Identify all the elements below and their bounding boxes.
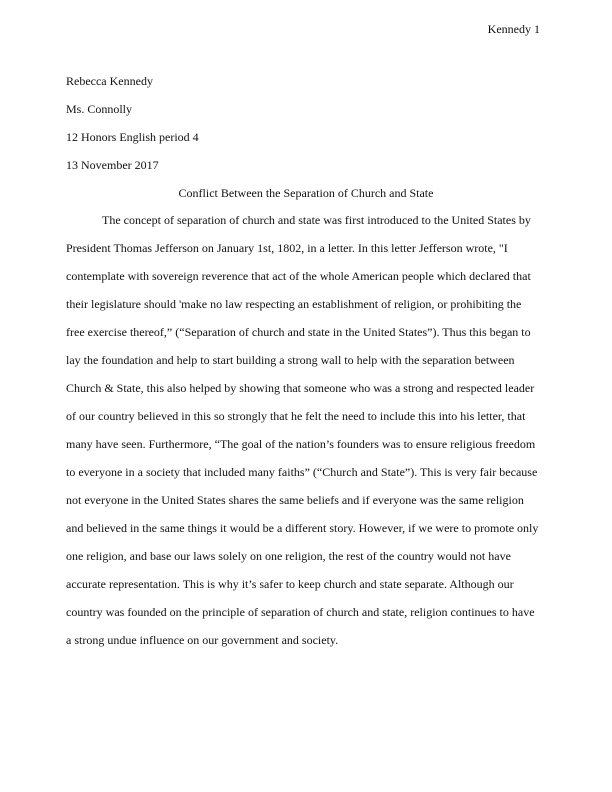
body-line-8: of our country believed in this so strongly that he felt the need to include this into his letter, that bbox=[66, 409, 526, 423]
body-line-1: The concept of separation of church and state was first introduced to the United States by bbox=[102, 213, 531, 227]
body-line-7: Church & State, this also helped by showing that someone who was a strong and respected leader bbox=[66, 381, 535, 395]
body-line-9: many have seen. Furthermore, “The goal of the nation’s founders was to ensure religious freedom bbox=[66, 437, 536, 451]
body-line-14: accurate representation. This is why it’s safer to keep church and state separate. Although our bbox=[66, 577, 514, 591]
date: 13 November 2017 bbox=[66, 158, 159, 172]
student-name: Rebecca Kennedy bbox=[66, 74, 153, 88]
body-line-15: country was founded on the principle of separation of church and state, religion continues to have bbox=[66, 605, 535, 619]
body-line-16: a strong undue influence on our government and society. bbox=[66, 633, 339, 647]
body-line-12: and believed in the same things it would be a different story. However, if we were to promote only bbox=[66, 521, 539, 535]
running-header: Kennedy 1 bbox=[487, 22, 540, 36]
teacher-name: Ms. Connolly bbox=[66, 102, 133, 116]
class-info: 12 Honors English period 4 bbox=[66, 130, 199, 144]
body-line-2: President Thomas Jefferson on January 1st, 1802, in a letter. In this letter Jefferson wrote, "I bbox=[66, 241, 508, 255]
body-line-3: contemplate with sovereign reverence that act of the whole American people which declared that bbox=[66, 269, 531, 283]
body-line-6: lay the foundation and help to start building a strong wall to help with the separation between bbox=[66, 353, 515, 367]
essay-title: Conflict Between the Separation of Church and State bbox=[178, 186, 434, 200]
body-line-5: free exercise thereof,” (“Separation of church and state in the United States”). Thus this began to bbox=[66, 325, 531, 339]
body-line-4: their legislature should 'make no law respecting an establishment of religion, or prohibiting the bbox=[66, 297, 522, 311]
body-line-10: to everyone in a society that included many faiths” (“Church and State”). This is very fair because bbox=[66, 465, 538, 479]
body-line-11: not everyone in the United States shares the same beliefs and if everyone was the same religion bbox=[66, 493, 524, 507]
body-line-13: one religion, and base our laws solely on one religion, the rest of the country would not have bbox=[66, 549, 511, 563]
